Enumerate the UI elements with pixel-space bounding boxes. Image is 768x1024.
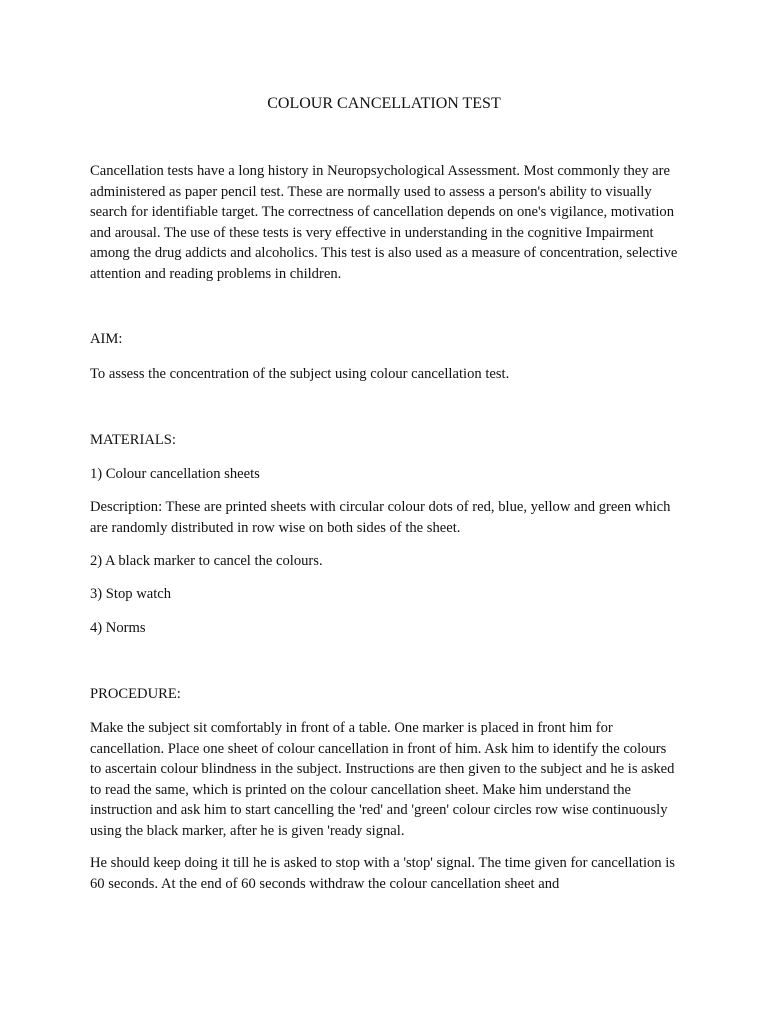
materials-heading: MATERIALS: bbox=[90, 432, 176, 448]
materials-item-2: 2) A black marker to cancel the colours. bbox=[90, 553, 323, 569]
aim-text: To assess the concentration of the subject using colour cancellation test. bbox=[90, 366, 510, 382]
procedure-paragraph-1: Make the subject sit comfortably in front of a table. One marker is placed in front him for cancellation. Place one sheet of colour cancellation in front of him. Ask him to identify the colours to ascertain colour blindness in the subject. Instructions are then given to the subject and he is asked to read the same, which is printed on the colour cancellation sheet. Make him understand the instruction and ask him to start cancelling the 'red' and 'green' colour circles row wise continuously using the black marker, after he is given 'ready signal. bbox=[90, 720, 675, 839]
aim-heading: AIM: bbox=[90, 331, 123, 347]
materials-item-4: 4) Norms bbox=[90, 620, 146, 636]
procedure-paragraph-2: He should keep doing it till he is asked to stop with a 'stop' signal. The time given for cancellation is 60 seconds. At the end of 60 seconds withdraw the colour cancellation sheet and bbox=[90, 855, 675, 892]
procedure-heading: PROCEDURE: bbox=[90, 686, 181, 702]
document-title: COLOUR CANCELLATION TEST bbox=[267, 95, 501, 112]
materials-item-1: 1) Colour cancellation sheets bbox=[90, 466, 260, 482]
materials-description: Description: These are printed sheets with circular colour dots of red, blue, yellow and green which are randomly distributed in row wise on both sides of the sheet. bbox=[90, 499, 671, 536]
materials-item-3: 3) Stop watch bbox=[90, 586, 172, 602]
intro-paragraph: Cancellation tests have a long history in Neuropsychological Assessment. Most commonly they are administered as paper pencil test. These are normally used to assess a person's ability to visually search for identifiable target. The correctness of cancellation depends on one's vigilance, motivation and arousal. The use of these tests is very effective in understanding in the cognitive Impairment among the drug addicts and alcoholics. This test is also used as a measure of concentration, selective attention and reading problems in children. bbox=[90, 163, 678, 282]
